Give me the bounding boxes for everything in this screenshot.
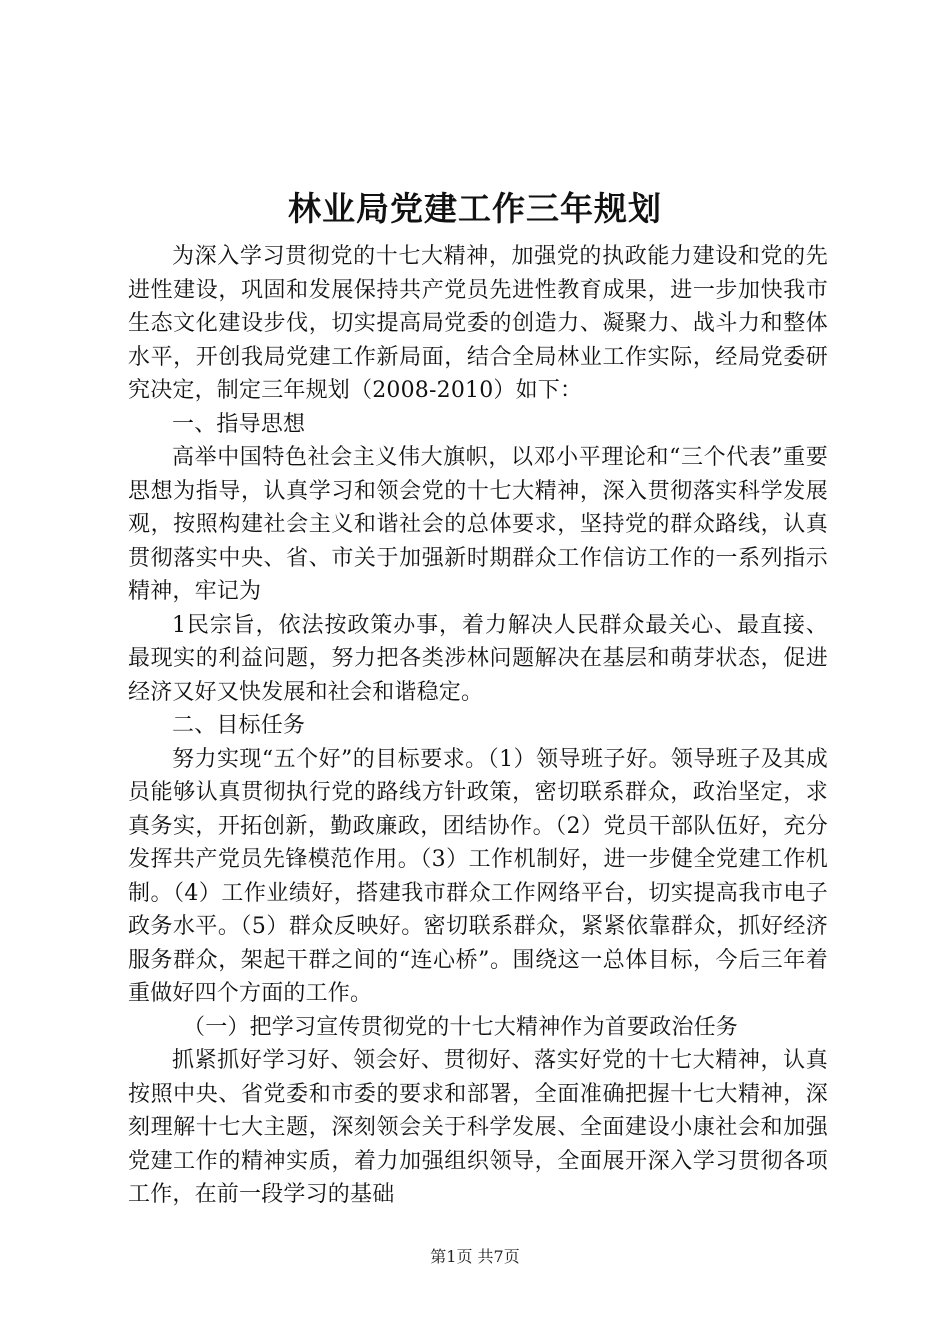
- document-title: 林业局党建工作三年规划: [288, 189, 662, 228]
- paragraph-goals: 努力实现“五个好”的目标要求。（1）领导班子好。领导班子及其成员能够认真贯彻执行党的路线方针政策，密切联系群众，政治坚定，求真务实，开拓创新，勤政廉政，团结协作。（2）党员干部队伍好，充分发挥共产党员先锋模范作用。（3）工作机制好，进一步健全党建工作机制。（4）工作业绩好，搭建我市群众工作网络平台，切实提高我市电子政务水平。（5）群众反映好。密切联系群众，紧紧依靠群众，抓好经济服务群众，架起干群之间的“连心桥”。围绕这一总体目标，今后三年着重做好四个方面的工作。: [128, 746, 828, 1006]
- paragraph-guiding-ideology: 高举中国特色社会主义伟大旗帜，以邓小平理论和“三个代表”重要思想为指导，认真学习和领会党的十七大精神，深入贯彻落实科学发展观，按照构建社会主义和谐社会的总体要求，坚持党的群众路线，认真贯彻落实中央、省、市关于加强新时期群众工作信访工作的一系列指示精神，牢记为: [128, 445, 828, 604]
- paragraph-study: 抓紧抓好学习好、领会好、贯彻好、落实好党的十七大精神，认真按照中央、省党委和市委的要求和部署，全面准确把握十七大精神，深刻理解十七大主题，深刻领会关于科学发展、全面建设小康社会和加强党建工作的精神实质，着力加强组织领导，全面展开深入学习贯彻各项工作，在前一段学习的基础: [128, 1048, 828, 1207]
- section-heading-goals: 二、目标任务: [172, 713, 306, 738]
- paragraph-guiding-ideology-continued: 1民宗旨，依法按政策办事，着力解决人民群众最关心、最直接、最现实的利益问题，努力把各类涉林问题解决在基层和萌芽状态，促进经济又好又快发展和社会和谐稳定。: [128, 612, 828, 705]
- subsection-heading-study: （一）把学习宣传贯彻党的十七大精神作为首要政治任务: [183, 1014, 739, 1040]
- section-heading-guiding-ideology: 一、指导思想: [172, 411, 306, 437]
- paragraph-intro: 为深入学习贯彻党的十七大精神，加强党的执政能力建设和党的先进性建设，巩固和发展保持共产党员先进性教育成果，进一步加快我市生态文化建设步伐，切实提高局党委的创造力、凝聚力、战斗力和整体水平，开创我局党建工作新局面，结合全局林业工作实际，经局党委研究决定，制定三年规划（2008-2010）如下：: [128, 244, 828, 403]
- document-body: [128, 240, 828, 1212]
- page-number-footer: 第1页 共7页: [430, 1247, 520, 1266]
